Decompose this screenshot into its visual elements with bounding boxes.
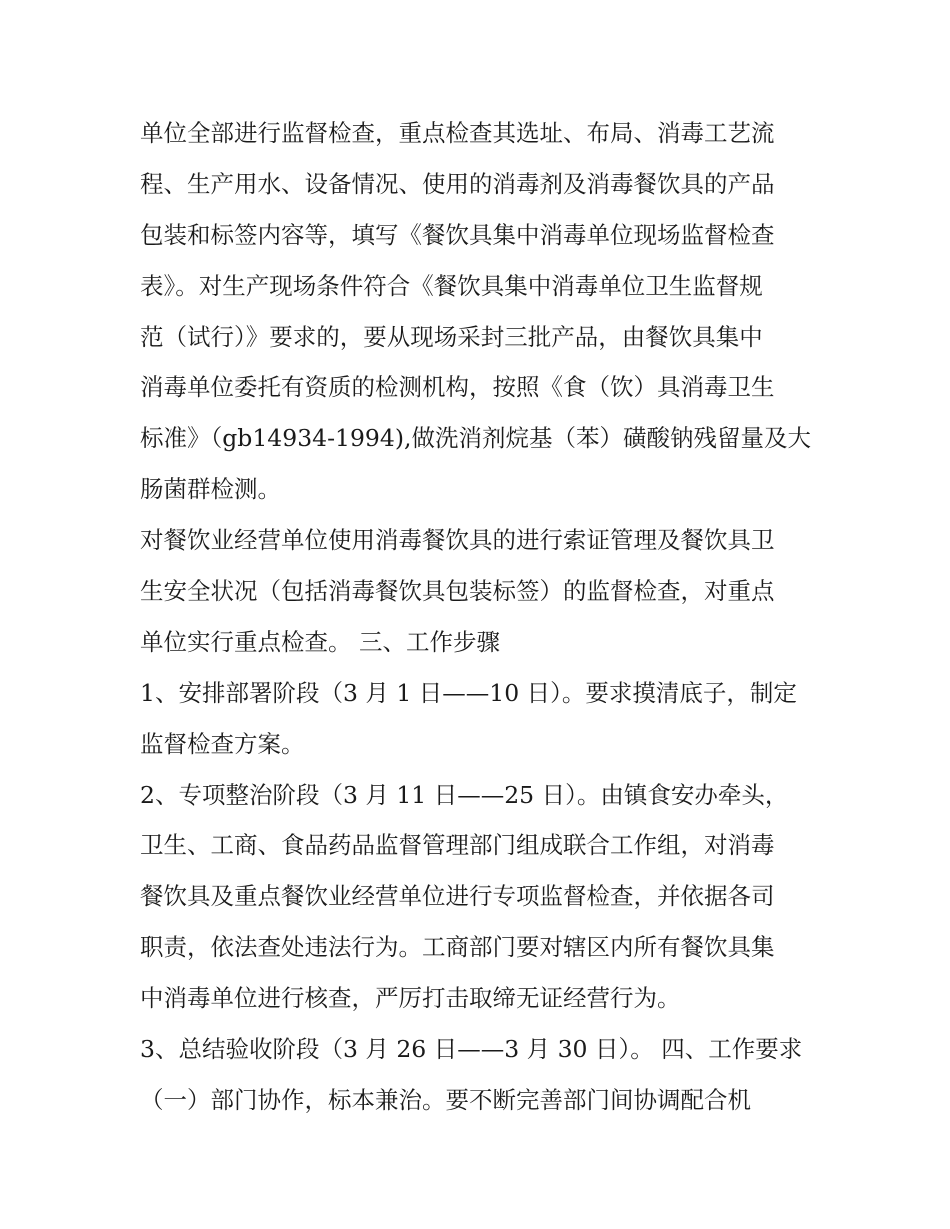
text-line: （一）部门协作，标本兼治。要不断完善部门间协调配合机 [140, 1085, 751, 1114]
document-body [140, 108, 820, 1126]
text-line: 中消毒单位进行核查，严厉打击取缔无证经营行为。 [140, 984, 681, 1013]
text-line: 包装和标签内容等，填写《餐饮具集中消毒单位现场监督检查 [140, 220, 775, 249]
text-line: 范（试行）》要求的，要从现场采封三批产品，由餐饮具集中 [140, 322, 763, 351]
text-line: 餐饮具及重点餐饮业经营单位进行专项监督检查，并依据各司 [140, 882, 775, 911]
text-line: 肠菌群检测。 [140, 475, 281, 504]
text-line: 程、生产用水、设备情况、使用的消毒剂及消毒餐饮具的产品 [140, 169, 775, 198]
text-line: 职责，依法查处违法行为。工商部门要对辖区内所有餐饮具集 [140, 933, 775, 962]
text-line: 2、专项整治阶段（3 月 11 日——25 日）。由镇食安办牵头， [140, 780, 789, 809]
text-line: 表》。对生产现场条件符合《餐饮具集中消毒单位卫生监督规 [140, 271, 763, 300]
text-line: 标准》（gb14934-1994),做洗消剂烷基（苯）磺酸钠残留量及大 [140, 424, 811, 453]
text-line: 生安全状况（包括消毒餐饮具包装标签）的监督检查，对重点 [140, 577, 775, 606]
text-line: 监督检查方案。 [140, 729, 305, 758]
text-line: 单位全部进行监督检查，重点检查其选址、布局、消毒工艺流 [140, 119, 775, 147]
text-line: 单位实行重点检查。 三、工作步骤 [140, 627, 500, 656]
text-line: 对餐饮业经营单位使用消毒餐饮具的进行索证管理及餐饮具卫 [140, 526, 775, 555]
text-line: 卫生、工商、食品药品监督管理部门组成联合工作组，对消毒 [140, 831, 775, 860]
text-line: 消毒单位委托有资质的检测机构，按照《食（饮）具消毒卫生 [140, 373, 775, 402]
text-line: 3、总结验收阶段（3 月 26 日——3 月 30 日）。 四、工作要求 [140, 1035, 803, 1064]
text-line: 1、安排部署阶段（3 月 1 日——10 日）。要求摸清底子，制定 [140, 678, 797, 707]
